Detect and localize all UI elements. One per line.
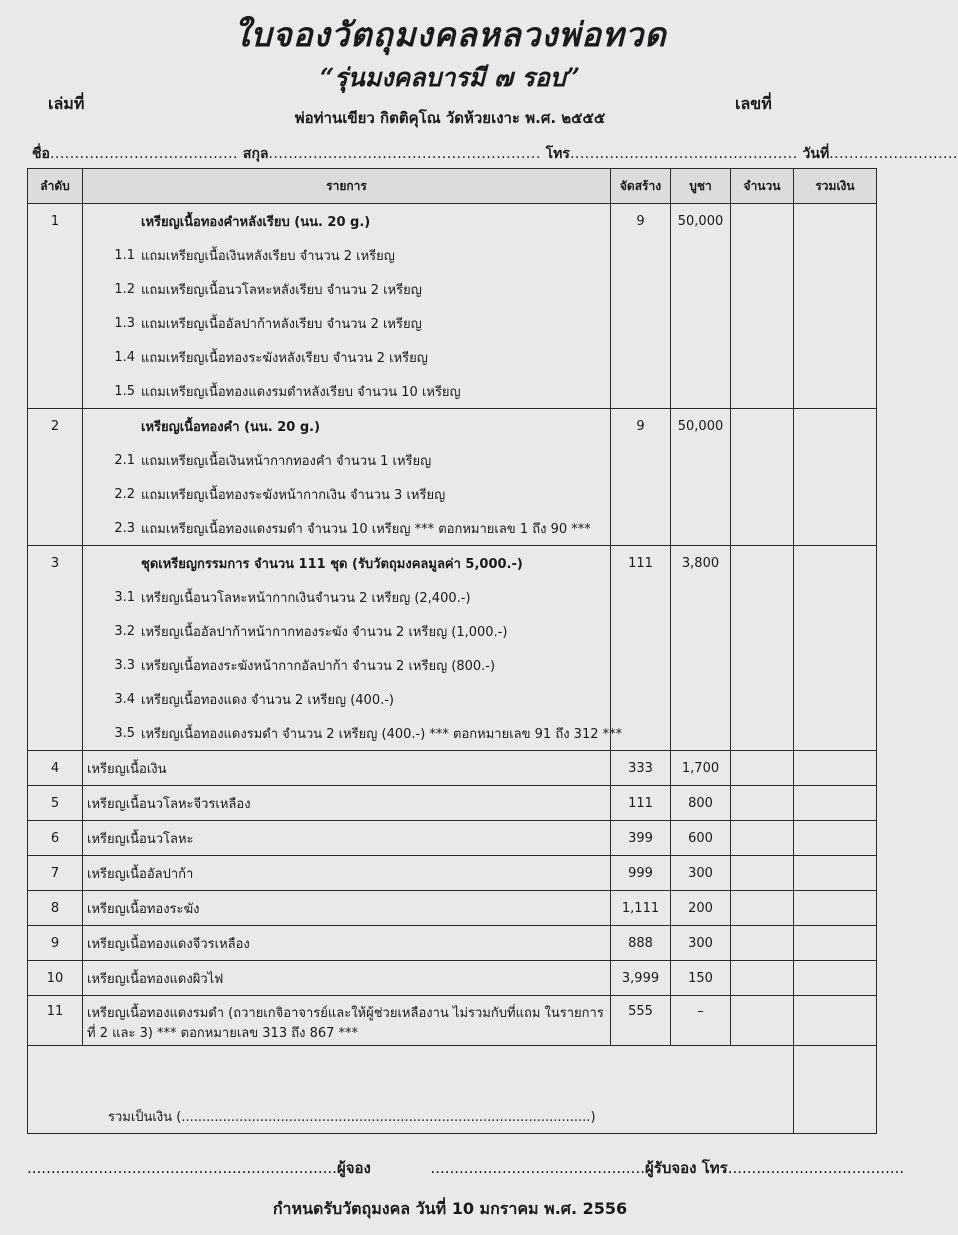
table-row [28,926,877,961]
row-qty-cell[interactable] [731,751,794,786]
header-made: จัดสร้าง [611,169,671,204]
row-no: 3 [28,546,83,751]
phone-label: โทร [545,146,570,162]
table-row [28,821,877,856]
list-item: 1.1 แถมเหรียญเนื้อเงินหลังเรียบ จำนวน 2 เหรียญ [114,247,395,264]
row-made: 399 [611,821,671,856]
customer-fields [32,143,958,165]
row-no: 6 [28,821,83,856]
row-total-cell[interactable] [794,786,877,821]
row-made: 3,999 [611,961,671,996]
row-item: เหรียญเนื้อทองระฆัง [83,891,611,926]
temple-info: พ่อท่านเขียว กิตติคุโณ วัดห้วยเงาะ พ.ศ. ๒๕๕๕ [294,109,606,127]
header-no: ลำดับ [28,169,83,204]
row-total-cell[interactable] [794,926,877,961]
row-items [83,409,611,546]
row-item: เหรียญเนื้อทองแดงจีวรเหลือง [83,926,611,961]
row-qty-cell[interactable] [731,926,794,961]
row-made: 111 [611,546,671,751]
pickup-deadline: กำหนดรับวัตถุมงคล วันที่ 10 มกราคม พ.ศ. 2556 [272,1199,628,1218]
surname-field[interactable]: ....................................................... [268,146,541,162]
name-field[interactable]: ...................................... [49,146,239,162]
table-row [28,961,877,996]
list-item: 3.4 เหรียญเนื้อทองแดง จำนวน 2 เหรียญ (400.-) [114,691,394,708]
row-no: 4 [28,751,83,786]
list-item: 1.3 แถมเหรียญเนื้ออัลปาก้าหลังเรียบ จำนวน 2 เหรียญ [114,315,422,332]
receiver-phone-field[interactable]: ..................................... [727,1159,905,1177]
receiver-sign-field[interactable]: ............................................. [430,1159,645,1177]
row-made: 888 [611,926,671,961]
book-number-label: เล่มที่ [48,94,85,113]
row-price: 300 [671,856,731,891]
booker-sign-field[interactable]: ................................................................. [27,1159,337,1177]
row-total-cell[interactable] [794,751,877,786]
signature-line [27,1156,905,1180]
table-row [28,856,877,891]
row-item: เหรียญเนื้อทองแดงผิวไฟ [83,961,611,996]
row-no: 1 [28,204,83,409]
row-no: 7 [28,856,83,891]
row-price: 1,700 [671,751,731,786]
row-item: เหรียญเนื้อนวโลหะ [83,821,611,856]
row-price: 800 [671,786,731,821]
row-items [83,204,611,409]
row-price: 3,800 [671,546,731,751]
date-label: วันที่ [802,146,830,162]
list-item: 2.1 แถมเหรียญเนื้อเงินหน้ากากทองคำ จำนวน 1 เหรียญ [114,452,432,469]
row-no: 2 [28,409,83,546]
grand-total-cell[interactable] [794,1046,877,1134]
row-qty-cell[interactable] [731,546,794,751]
header-qty: จำนวน [731,169,794,204]
table-row [28,751,877,786]
order-table [27,168,877,1134]
row-no: 5 [28,786,83,821]
row-no: 10 [28,961,83,996]
total-label: รวมเป็นเงิน ( [108,1110,182,1125]
booker-label: ผู้จอง [336,1159,371,1177]
total-row [28,1046,877,1134]
table-row [28,786,877,821]
date-field[interactable]: .......................... [829,146,958,162]
total-close: ) [590,1110,596,1125]
row-qty-cell[interactable] [731,786,794,821]
row-item: เหรียญเนื้อทองแดงรมดำ (ถวายเกจิอาจารย์และให้ผู้ช่วยเหลืองาน ไม่รวมกับที่แถม ในรายการที่ 2 และ 3) *** ตอกหมายเลข 313 ถึง 867 *** [83,996,611,1046]
row-no: 8 [28,891,83,926]
row-price: 600 [671,821,731,856]
row-made: 333 [611,751,671,786]
list-item: เหรียญเนื้อทองคำหลังเรียบ (นน. 20 g.) [141,214,371,230]
row-total-cell[interactable] [794,204,877,409]
row-price: 300 [671,926,731,961]
row-made: 999 [611,856,671,891]
total-label-cell [28,1046,794,1134]
header-item: รายการ [83,169,611,204]
list-item: เหรียญเนื้อทองคำ (นน. 20 g.) [141,419,321,435]
row-qty-cell[interactable] [731,409,794,546]
row-price: – [671,996,731,1046]
row-item: เหรียญเนื้อนวโลหะจีวรเหลือง [83,786,611,821]
row-qty-cell[interactable] [731,856,794,891]
row-total-cell[interactable] [794,996,877,1046]
list-item: 2.2 แถมเหรียญเนื้อทองระฆังหน้ากากเงิน จำนวน 3 เหรียญ [114,486,446,503]
receiver-label: ผู้รับจอง โทร [645,1159,728,1177]
row-total-cell[interactable] [794,961,877,996]
phone-field[interactable]: .............................................. [569,146,798,162]
header-price: บูชา [671,169,731,204]
table-row [28,204,877,409]
row-price: 150 [671,961,731,996]
row-made: 9 [611,409,671,546]
row-qty-cell[interactable] [731,891,794,926]
row-price: 200 [671,891,731,926]
table-row [28,409,877,546]
table-row [28,996,877,1046]
row-qty-cell[interactable] [731,996,794,1046]
form-title: ใบจองวัตถุมงคลหลวงพ่อทวด [233,15,667,54]
row-qty-cell[interactable] [731,961,794,996]
name-label: ชื่อ [32,146,50,162]
list-item: 1.4 แถมเหรียญเนื้อทองระฆังหลังเรียบ จำนวน 2 เหรียญ [114,349,428,366]
list-item: 3.5 เหรียญเนื้อทองแดงรมดำ จำนวน 2 เหรียญ (400.-) *** ตอกหมายเลข 91 ถึง 312 *** [114,725,623,742]
row-made: 1,111 [611,891,671,926]
row-item: เหรียญเนื้ออัลปาก้า [83,856,611,891]
list-item: 2.3 แถมเหรียญเนื้อทองแดงรมดำ จำนวน 10 เหรียญ *** ตอกหมายเลข 1 ถึง 90 *** [114,520,591,537]
table-row [28,546,877,751]
row-no: 11 [28,996,83,1046]
row-made: 555 [611,996,671,1046]
list-item: 1.5 แถมเหรียญเนื้อทองแดงรมดำหลังเรียบ จำนวน 10 เหรียญ [114,383,461,400]
list-item: 3.3 เหรียญเนื้อทองระฆังหน้ากากอัลปาก้า จำนวน 2 เหรียญ (800.-) [114,657,496,674]
table-row [28,891,877,926]
table-header [28,169,877,204]
row-total-cell[interactable] [794,856,877,891]
total-amount-field[interactable]: ................................................................................................... [181,1110,591,1125]
list-item: 1.2 แถมเหรียญเนื้อนวโลหะหลังเรียบ จำนวน 2 เหรียญ [114,281,422,298]
list-item: ชุดเหรียญกรรมการ จำนวน 111 ชุด (รับวัตถุมงคลมูลค่า 5,000.-) [141,556,523,572]
row-made: 111 [611,786,671,821]
row-item: เหรียญเนื้อเงิน [83,751,611,786]
row-total-cell[interactable] [794,546,877,751]
row-items [83,546,623,751]
surname-label: สกุล [242,146,269,162]
number-label: เลขที่ [735,94,772,113]
row-price: 50,000 [671,204,731,409]
list-item: 3.2 เหรียญเนื้ออัลปาก้าหน้ากากทองระฆัง จำนวน 2 เหรียญ (1,000.-) [114,623,508,640]
header-total: รวมเงิน [794,169,877,204]
form-subtitle: “รุ่นมงคลบารมี ๗ รอบ” [319,63,581,92]
row-total-cell[interactable] [794,409,877,546]
row-total-cell[interactable] [794,821,877,856]
list-item: 3.1 เหรียญเนื้อนวโลหะหน้ากากเงินจำนวน 2 เหรียญ (2,400.-) [114,589,471,606]
row-qty-cell[interactable] [731,204,794,409]
row-price: 50,000 [671,409,731,546]
row-made: 9 [611,204,671,409]
row-total-cell[interactable] [794,891,877,926]
row-qty-cell[interactable] [731,821,794,856]
row-no: 9 [28,926,83,961]
